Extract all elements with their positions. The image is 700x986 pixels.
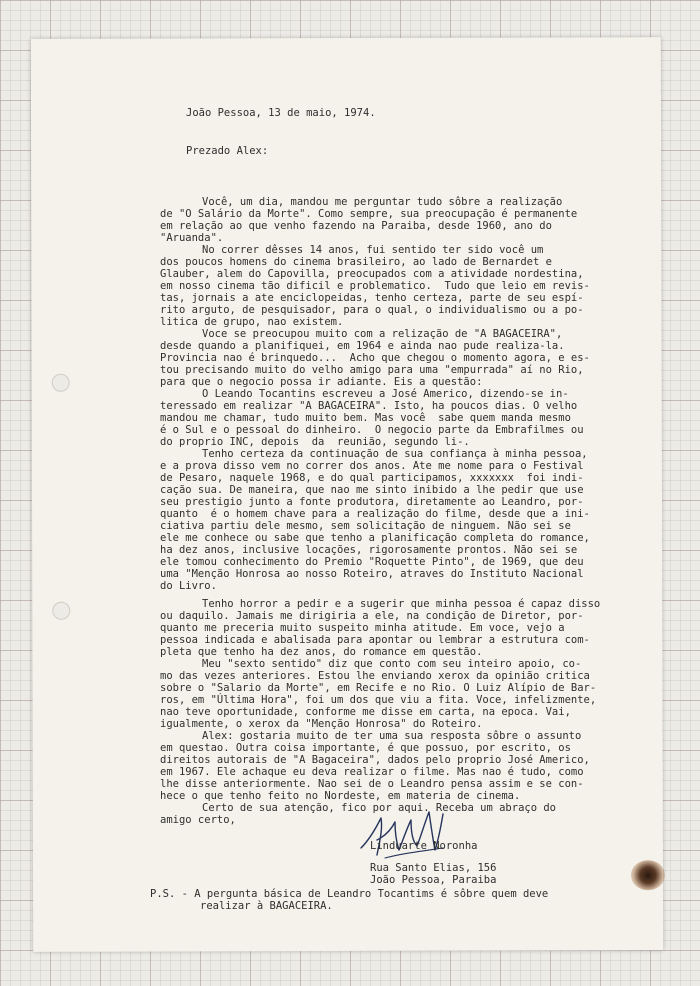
punch-hole-top (52, 374, 70, 392)
body-line: "Aruanda". (160, 232, 224, 244)
body-line: ele tomou conhecimento do Premio "Roquette Pinto", de 1969, que deu (160, 556, 584, 568)
postscript-line: realizar à BAGACEIRA. (200, 900, 333, 912)
body-line: Certo de sua atenção, fico por aqui. Receba um abraço do (202, 802, 557, 814)
body-line: hece o que tenho feito no Nordeste, em materia de cinema. (160, 790, 521, 802)
body-line: Voce se preocupou muito com a relização de "A BAGACEIRA", (202, 328, 563, 340)
body-line: ciativa partiu dele mesmo, sem solicitação de ninguem. Não sei se (160, 520, 571, 532)
body-line: mandou me chamar, tudo muito bem. Mas você sabe quem manda mesmo (160, 412, 571, 424)
body-line: nao teve oportunidade, conforme me disse em carta, na epoca. Vai, (160, 706, 571, 718)
body-line: sobre o "Salario da Morte", em Recife e no Rio. O Luiz Alípio de Bar- (160, 682, 597, 694)
body-line: dos poucos homens do cinema brasileiro, ao lado de Bernardet e (160, 256, 552, 268)
body-line: amigo certo, (160, 814, 236, 826)
body-line: rito arguto, de pesquisador, para o qual, o individualismo ou a po- (160, 304, 584, 316)
body-line: direitos autorais de "A Bagaceira", dados pelo proprio José Americo, (160, 754, 590, 766)
body-line: em relação ao que venho fazendo na Paraiba, desde 1960, ano do (160, 220, 552, 232)
body-line: para que o negocio possa ir adiante. Eis a questão: (160, 376, 483, 388)
body-line: quanto é o homem chave para a realização do filme, desde que a ini- (160, 508, 590, 520)
signature-name: Linduarte Noronha (370, 840, 478, 852)
body-line: ou daquilo. Jamais me dirigiria a ele, na condição de Diretor, por- (160, 610, 584, 622)
address-line: João Pessoa, Paraiba (370, 874, 497, 886)
body-line: No correr dêsses 14 anos, fui sentido ter sido você um (202, 244, 544, 256)
body-line: do proprio INC, depois da reunião, segundo li-. (160, 436, 470, 448)
body-line: ha dez anos, inclusive locações, rigorosamente prontos. Não sei se (160, 544, 578, 556)
body-line: Meu "sexto sentido" diz que conto com seu inteiro apoio, co- (202, 658, 582, 670)
body-line: Alex: gostaria muito de ter uma sua resposta sôbre o assunto (202, 730, 582, 742)
body-line: de "O Salário da Morte". Como sempre, sua preocupação é permanente (160, 208, 578, 220)
letter-salutation: Prezado Alex: (186, 145, 269, 157)
body-line: e a prova disso vem no correr dos anos. Ate me nome para o Festival (160, 460, 584, 472)
body-line: é o Sul e o pessoal do dinheiro. O negocio parte da Embrafilmes ou (160, 424, 584, 436)
body-line: ros, em "Última Hora", foi um dos que viu a fita. Voce, infelizmente, (160, 694, 597, 706)
body-line: de Pesaro, naquele 1968, e do qual participamos, xxxxxxx foi indi- (160, 472, 584, 484)
body-line: do Livro. (160, 580, 217, 592)
body-line: em nosso cinema tão dificil e problematico. Tudo que leio em revis- (160, 280, 590, 292)
body-line: tas, jornais a ate enciclopeidas, tenho certeza, parte de seu espí- (160, 292, 584, 304)
body-line: Provincia nao é brinquedo... Acho que chegou o momento agora, e es- (160, 352, 590, 364)
body-line: Tenho certeza da continuação de sua confiança à minha pessoa, (202, 448, 588, 460)
postscript-line: P.S. - A pergunta básica de Leandro Tocantims é sôbre quem deve (150, 888, 549, 900)
body-line: ele me conhece ou sabe que tenho a planificação completa do romance, (160, 532, 590, 544)
body-line: pessoa indicada e abalisada para apontar ou lembrar a estrutura com- (160, 634, 590, 646)
body-line: lhe disse anteriormente. Nao sei de o Leandro pensa assim e se con- (160, 778, 584, 790)
body-line: cação sua. De maneira, que nao me sinto inibido a lhe pedir que use (160, 484, 584, 496)
punch-hole-bottom (52, 602, 70, 620)
body-line: desde quando a planifiquei, em 1964 e ainda nao pude realiza-la. (160, 340, 565, 352)
address-line: Rua Santo Elias, 156 (370, 862, 497, 874)
body-line: igualmente, o xerox da "Menção Honrosa" do Roteiro. (160, 718, 483, 730)
body-line: O Leando Tocantins escreveu a José Americo, dizendo-se in- (202, 388, 569, 400)
body-line: mo das vezes anteriores. Estou lhe enviando xerox da opinião critica (160, 670, 590, 682)
body-line: em questao. Outra coisa importante, é que possuo, por escrito, os (160, 742, 571, 754)
body-line: Tenho horror a pedir e a sugerir que minha pessoa é capaz disso (202, 598, 601, 610)
body-line: teressado em realizar "A BAGACEIRA". Isto, ha poucos dias. O velho (160, 400, 578, 412)
handwritten-signature (355, 800, 450, 865)
ink-stain (631, 860, 665, 890)
body-line: seu prestigio junto a fonte produtora, diretamente ao Leandro, por- (160, 496, 584, 508)
body-line: tou precisando muito do velho amigo para uma "empurrada" aí no Rio, (160, 364, 584, 376)
body-line: pleta que tenho ha dez anos, do romance em questão. (160, 646, 483, 658)
body-line: Glauber, alem do Capovilla, preocupados com a atividade nordestina, (160, 268, 584, 280)
letter-dateline: João Pessoa, 13 de maio, 1974. (186, 107, 376, 119)
body-line: em 1967. Ele achaque eu deva realizar o filme. Mas nao é tudo, como (160, 766, 584, 778)
body-line: litica de grupo, nao existem. (160, 316, 344, 328)
body-line: Você, um dia, mandou me perguntar tudo sôbre a realização (202, 196, 563, 208)
body-line: quanto me preceria muito suspeito minha atitude. Em voce, vejo a (160, 622, 565, 634)
body-line: uma "Menção Honrosa ao nosso Roteiro, atraves do Instituto Nacional (160, 568, 584, 580)
